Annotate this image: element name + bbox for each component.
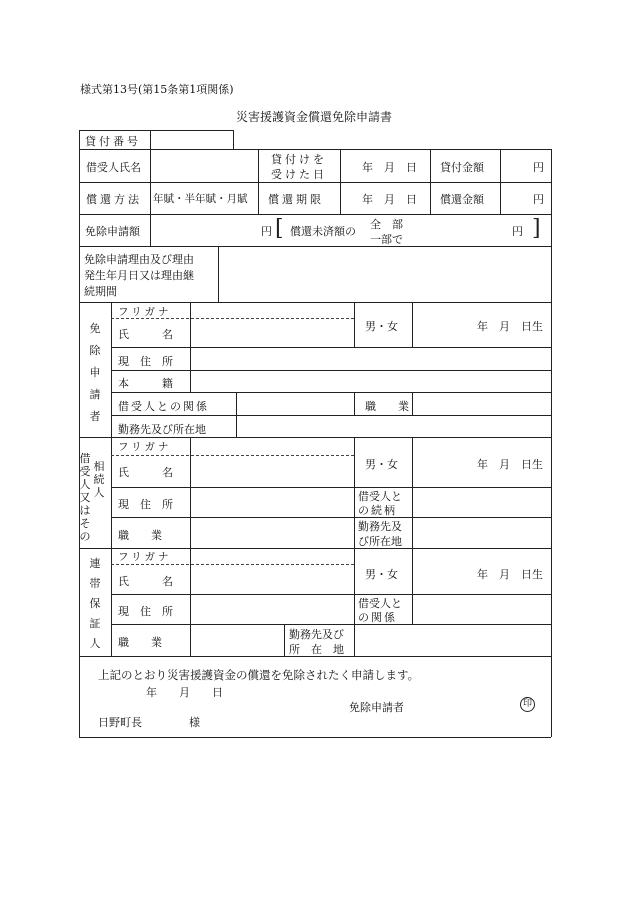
applicant-name-field[interactable] — [191, 319, 353, 346]
guarantor-gender[interactable]: 男・女 — [365, 568, 398, 581]
borrower-name-field[interactable] — [151, 150, 257, 181]
guarantor-address-field[interactable] — [191, 595, 353, 623]
heir-address-label: 現 住 所 — [118, 498, 173, 511]
left-bracket: [ — [275, 216, 284, 241]
heir-side-label-2: 相続人 — [93, 460, 105, 499]
guarantor-occupation-label: 職 業 — [118, 636, 162, 649]
reason-field[interactable] — [219, 247, 550, 301]
heir-birthdate[interactable]: 年 月 日生 — [477, 458, 543, 471]
guarantor-name-label: 氏 名 — [118, 575, 173, 588]
loan-amount-yen: 円 — [533, 161, 544, 174]
exempt-amount-yen: 円 — [261, 225, 272, 238]
applicant-domicile-label: 本 籍 — [118, 377, 173, 390]
repay-method-options[interactable]: 年賦・半年賦・月賦 — [153, 193, 248, 205]
unpaid-yen: 円 — [512, 225, 523, 238]
repaid-amount-yen: 円 — [533, 193, 544, 206]
repay-period-field[interactable]: 年 月 日 — [362, 193, 417, 206]
applicant-relation-label: 借受人との関係 — [118, 400, 209, 413]
heir-side-label: 借受人又はその — [79, 452, 91, 543]
heir-furigana-label: フリガナ — [118, 441, 172, 453]
loan-number-field[interactable] — [151, 131, 232, 148]
heir-relation-label-2: の続柄 — [358, 504, 397, 517]
guarantor-relation-label-2: の関係 — [358, 611, 397, 624]
repay-period-label: 償還期限 — [268, 193, 324, 206]
heir-gender[interactable]: 男・女 — [365, 458, 398, 471]
borrower-name-label: 借受人氏名 — [86, 161, 141, 174]
all-option[interactable]: 全 部 — [370, 218, 403, 231]
reason-label-2: 発生年月日又は理由継 — [84, 269, 194, 282]
application-statement: 上記のとおり災害援護資金の償還を免除されたく申請します。 — [98, 668, 420, 682]
repay-method-label: 償還方法 — [86, 193, 142, 206]
right-bracket: ] — [532, 216, 541, 241]
guarantor-workplace-field[interactable] — [355, 625, 550, 655]
applicant-gender[interactable]: 男・女 — [365, 320, 398, 333]
guarantor-birthdate[interactable]: 年 月 日生 — [477, 568, 543, 581]
applicant-domicile-field[interactable] — [191, 371, 550, 391]
heir-workplace-label-2: び所在地 — [358, 535, 402, 548]
heir-occupation-label: 職 業 — [118, 529, 162, 542]
recipient-name: 日野町長 — [98, 716, 142, 729]
guarantor-relation-label: 借受人と — [358, 597, 402, 610]
heir-name-label: 氏 名 — [118, 466, 173, 479]
heir-name-field[interactable] — [191, 456, 353, 486]
guarantor-workplace-label: 勤務先及び — [289, 628, 344, 641]
applicant-workplace-field[interactable] — [237, 416, 550, 436]
applicant-name-label: 氏 名 — [118, 328, 173, 341]
heir-relation-label: 借受人と — [358, 490, 402, 503]
applicant-address-field[interactable] — [191, 348, 550, 369]
repaid-amount-label: 償還金額 — [440, 193, 484, 206]
applicant-side-label: 免除申請者 — [89, 322, 101, 423]
guarantor-workplace-label-2: 所 在 地 — [289, 643, 344, 656]
applicant-address-label: 現 住 所 — [118, 355, 173, 368]
application-date[interactable]: 年 月 日 — [146, 686, 223, 699]
honorific: 様 — [189, 716, 200, 729]
guarantor-name-field[interactable] — [191, 565, 353, 593]
form-title: 災害援護資金償還免除申請書 — [236, 110, 393, 124]
heir-workplace-label: 勤務先及 — [358, 520, 402, 533]
applicant-furigana-label: フリガナ — [118, 306, 172, 318]
form-number: 様式第13号(第15条第1項関係) — [80, 83, 234, 96]
partial-option[interactable]: 一部で — [370, 233, 403, 246]
guarantor-side-label: 連帯保証人 — [89, 557, 101, 650]
loan-date-label-2: 受けた日 — [271, 168, 327, 181]
guarantor-furigana-label: フリガナ — [118, 551, 172, 563]
exempt-amount-field[interactable] — [151, 215, 257, 245]
applicant-workplace-label: 勤務先及び所在地 — [118, 423, 206, 436]
heir-address-field[interactable] — [191, 488, 353, 516]
guarantor-address-label: 現 住 所 — [118, 605, 173, 618]
loan-date-field[interactable]: 年 月 日 — [362, 161, 417, 174]
loan-number-label: 貸付番号 — [85, 135, 141, 148]
seal-mark: 印 — [520, 697, 535, 712]
exempt-amount-label: 免除申請額 — [85, 225, 140, 238]
applicant-birthdate[interactable]: 年 月 日生 — [477, 320, 543, 333]
loan-amount-label: 貸付金額 — [440, 161, 484, 174]
loan-date-label: 貸付けを — [271, 153, 327, 166]
applicant-sign-label: 免除申請者 — [349, 701, 404, 714]
loan-amount-field[interactable] — [501, 150, 531, 181]
unpaid-label: 償還未済額の — [290, 225, 356, 238]
applicant-occupation-label: 職 業 — [365, 400, 409, 413]
reason-label-1: 免除申請理由及び理由 — [84, 253, 194, 266]
reason-label-3: 続期間 — [84, 285, 117, 298]
